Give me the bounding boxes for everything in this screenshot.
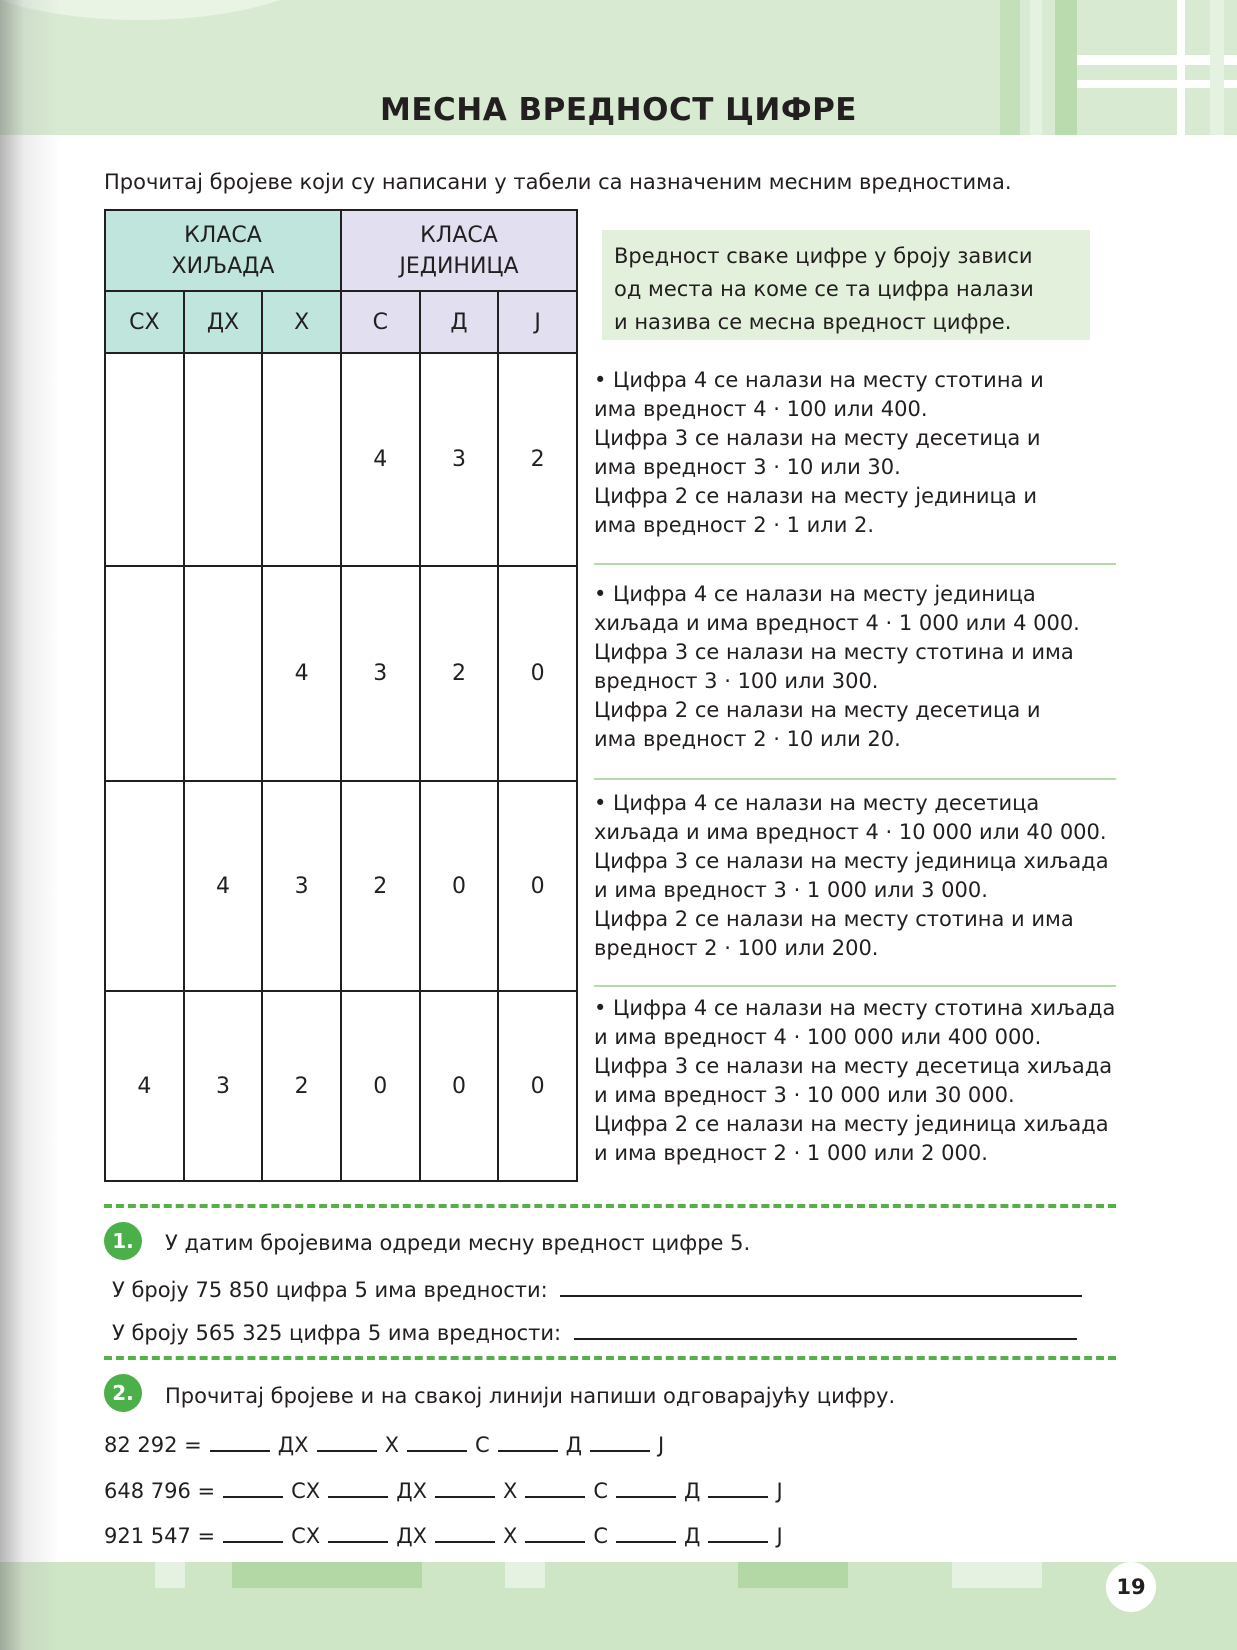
place-label: Х <box>502 1479 518 1503</box>
table-cell: 4 <box>262 566 341 781</box>
definition-box <box>602 230 1090 340</box>
footer-stripe <box>952 1562 1042 1588</box>
place-label: Х <box>502 1524 518 1548</box>
answer-blank[interactable] <box>616 1476 676 1498</box>
place-label: Ј <box>658 1433 665 1457</box>
task-instruction: У датим бројевима одреди месну вредност цифре 5. <box>165 1231 751 1255</box>
separator-line <box>594 563 1116 565</box>
footer-band <box>0 1562 1237 1650</box>
place-label: ДХ <box>396 1479 427 1503</box>
table-cell <box>105 353 184 566</box>
place-label: С <box>474 1433 490 1457</box>
class-thousands-header: КЛАСА ХИЉАДА <box>105 210 341 291</box>
table-cell <box>105 781 184 991</box>
table-cell: 4 <box>341 353 420 566</box>
answer-blank[interactable] <box>407 1430 467 1452</box>
place-label: Д <box>684 1479 701 1503</box>
place-label: Ј <box>776 1524 783 1548</box>
column-header: Д <box>420 291 499 353</box>
dashed-divider <box>104 1204 1116 1208</box>
answer-blank[interactable] <box>435 1521 495 1543</box>
footer-stripe <box>738 1562 848 1588</box>
answer-label: У броју 75 850 цифра 5 има вредности: <box>112 1278 548 1302</box>
definition-line: од места на коме се та цифра налази <box>614 277 1034 301</box>
page-title: МЕСНА ВРЕДНОСТ ЦИФРЕ <box>380 92 857 128</box>
table-cell <box>105 566 184 781</box>
place-label: ДХ <box>277 1433 309 1457</box>
answer-blank[interactable] <box>574 1318 1077 1340</box>
column-header: Ј <box>498 291 577 353</box>
answer-blank[interactable] <box>328 1521 388 1543</box>
page-number: 19 <box>1106 1562 1156 1612</box>
table-cell: 2 <box>498 353 577 566</box>
table-row <box>105 566 577 781</box>
table-cell: 0 <box>498 566 577 781</box>
table-cell: 2 <box>420 566 499 781</box>
separator-line <box>594 778 1116 780</box>
explanation-block: • Цифра 4 се налази на месту јединица хиљада и има вредност 4 · 1 000 или 4 000. Цифра 3 се налази на месту стотина и има вредност 3 · 100 или 300. Цифра 2 се налази на месту десетица и има вредност 2 · 10 или 20. <box>594 582 1080 751</box>
table-cell: 3 <box>341 566 420 781</box>
answer-blank[interactable] <box>708 1521 768 1543</box>
task-number-badge: 2. <box>104 1374 142 1412</box>
column-header: ДХ <box>184 291 263 353</box>
place-label: Х <box>384 1433 399 1457</box>
equation-number: 648 796 = <box>104 1479 216 1503</box>
table-row <box>105 353 577 566</box>
place-label: ДХ <box>396 1524 427 1548</box>
task-number-badge: 1. <box>104 1222 142 1260</box>
column-header: С <box>341 291 420 353</box>
place-label: СХ <box>291 1479 321 1503</box>
place-value-table <box>104 209 578 1182</box>
definition-line: и назива се месна вредност цифре. <box>614 310 1012 334</box>
answer-blank[interactable] <box>210 1430 270 1452</box>
separator-line <box>594 985 1116 987</box>
table-cell: 3 <box>184 991 263 1181</box>
page-fold-shadow <box>0 0 60 1650</box>
answer-blank[interactable] <box>560 1275 1082 1297</box>
answer-blank[interactable] <box>223 1521 283 1543</box>
definition-line: Вредност сваке цифре у броју зависи <box>614 244 1033 268</box>
dashed-divider <box>104 1356 1116 1360</box>
table-cell: 2 <box>262 991 341 1181</box>
table-cell: 0 <box>420 781 499 991</box>
equation-row <box>104 1430 664 1457</box>
table-cell: 4 <box>105 991 184 1181</box>
answer-blank[interactable] <box>616 1521 676 1543</box>
table-cell <box>184 353 263 566</box>
place-label: С <box>593 1524 609 1548</box>
table-cell: 0 <box>420 991 499 1181</box>
place-label: С <box>593 1479 609 1503</box>
explanation-block: • Цифра 4 се налази на месту стотина хиљада и има вредност 4 · 100 000 или 400 000. Цифра 3 се налази на месту десетица хиљада и има вредност 3 · 10 000 или 30 000. Цифра 2 се налази на месту јединица хиљада и има вредност 2 · 1 000 или 2 000. <box>594 996 1116 1165</box>
table-row <box>105 991 577 1181</box>
footer-stripe <box>155 1562 185 1588</box>
answer-blank[interactable] <box>317 1430 377 1452</box>
footer-stripe <box>505 1562 545 1588</box>
explanation-block: • Цифра 4 се налази на месту стотина и има вредност 4 · 100 или 400. Цифра 3 се налази на месту десетица и има вредност 3 · 10 или 30. Цифра 2 се налази на месту јединица и има вредност 2 · 1 или 2. <box>594 368 1044 537</box>
intro-text: Прочитај бројеве који су написани у табели са назначеним месним вредностима. <box>104 170 1012 194</box>
table-cell <box>184 566 263 781</box>
table-cell: 4 <box>184 781 263 991</box>
answer-blank[interactable] <box>590 1430 650 1452</box>
answer-blank[interactable] <box>223 1476 283 1498</box>
place-label: Д <box>565 1433 583 1457</box>
table-cell: 0 <box>341 991 420 1181</box>
answer-row <box>112 1318 1077 1345</box>
table-cell: 0 <box>498 991 577 1181</box>
answer-blank[interactable] <box>435 1476 495 1498</box>
answer-blank[interactable] <box>525 1521 585 1543</box>
column-header: Х <box>262 291 341 353</box>
equation-row <box>104 1476 783 1503</box>
explanation-block: • Цифра 4 се налази на месту десетица хиљада и има вредност 4 · 10 000 или 40 000. Цифра 3 се налази на месту јединица хиљада и има вредност 3 · 1 000 или 3 000. Цифра 2 се налази на месту стотина и има вредност 2 · 100 или 200. <box>594 791 1109 960</box>
answer-blank[interactable] <box>708 1476 768 1498</box>
answer-blank[interactable] <box>498 1430 558 1452</box>
footer-stripe <box>232 1562 422 1588</box>
equation-number: 82 292 = <box>104 1433 202 1457</box>
column-header: СХ <box>105 291 184 353</box>
place-label: Д <box>684 1524 701 1548</box>
table-cell <box>262 353 341 566</box>
class-units-header: КЛАСА ЈЕДИНИЦА <box>341 210 577 291</box>
equation-row <box>104 1521 783 1548</box>
table-cell: 2 <box>341 781 420 991</box>
equation-number: 921 547 = <box>104 1524 216 1548</box>
place-label: Ј <box>776 1479 783 1503</box>
task-instruction: Прочитај бројеве и на свакој линији напиши одговарајућу цифру. <box>165 1384 896 1408</box>
table-cell: 0 <box>498 781 577 991</box>
place-label: СХ <box>291 1524 321 1548</box>
table-row <box>105 781 577 991</box>
answer-row <box>112 1275 1082 1302</box>
answer-label: У броју 565 325 цифра 5 има вредности: <box>112 1321 562 1345</box>
table-cell: 3 <box>262 781 341 991</box>
answer-blank[interactable] <box>328 1476 388 1498</box>
table-cell: 3 <box>420 353 499 566</box>
answer-blank[interactable] <box>525 1476 585 1498</box>
